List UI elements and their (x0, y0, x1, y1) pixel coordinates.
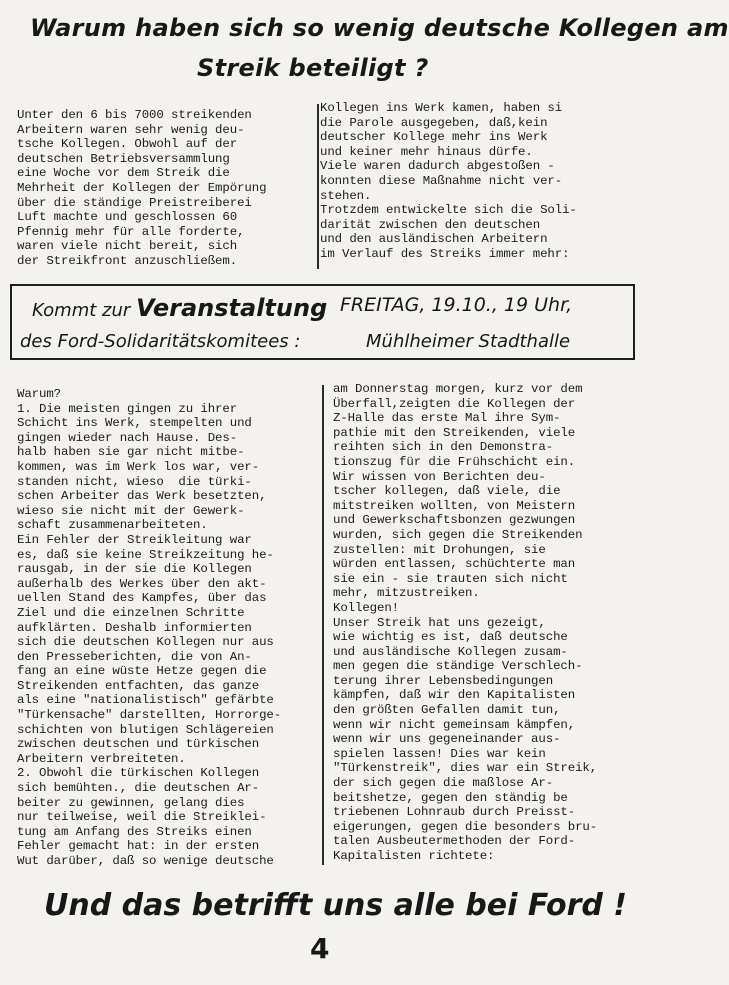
event-organizer: des Ford-Solidaritätskomitees : (20, 331, 301, 352)
headline-line-1: Warum haben sich so wenig deutsche Kollegen am (30, 14, 729, 42)
event-venue: Mühlheimer Stadthalle (366, 331, 571, 352)
event-prefix: Kommt zur (32, 300, 131, 321)
body-text-left: Warum? 1. Die meisten gingen zu ihrer Schicht ins Werk, stempelten und gingen wieder nach Hause. Des- halb haben sie gar nicht mitbe- kommen, was im Werk los war, ver- standen nicht, wieso die türki- schen Arbeiter das Werk besetzten, wieso sie nicht mit der Gewerk- schaft zusammenarbeiteten. Ein Fehler der Streikleitung war es, daß sie keine Streikzeitung he- rausgab, in der sie die Kollegen außerhalb des Werkes über den akt- uellen Stand des Kampfes, über das Ziel und die einzelnen Schritte aufklärten. Deshalb informierten sich die deutschen Kollegen nur aus den Presseberichten, die von An- fang an eine wüste Hetze gegen die Streikenden entfachten, das ganze als eine "nationalistisch" gefärbte "Türkensache" darstellten, Horrorge- schichten von blutigen Schlägereien zwischen deutschen und türkischen Arbeitern verbreiteten. 2. Obwohl die türkischen Kollegen sich bemühten., die deutschen Ar- beiter zu gewinnen, gelang dies nur teilweise, weil die Streiklei- tung am Anfang des Streiks einen Fehler gemacht hat: in der ersten Wut darüber, daß so wenige deutsche (17, 387, 282, 868)
column-divider-bottom (322, 385, 324, 865)
closing-slogan: Und das betrifft uns alle bei Ford ! (44, 888, 627, 923)
body-text-right: am Donnerstag morgen, kurz vor dem Überfall,zeigten die Kollegen der Z-Halle das erste Mal ihre Sym- pathie mit den Streikenden, viele reihten sich in den Demonstra- tionszug für die Frühschicht ein. Wir wissen von Berichten deu- tscher kollegen, daß viele, die mitstreiken wollten, von Meistern und Gewerkschaftsbonzen gezwungen wurden, sich gegen die Streikenden zustellen: mit Drohungen, sie würden entlassen, schüchterte man sie ein - sie trauten sich nicht mehr, mitzustreiken. Kollegen! Unser Streik hat uns gezeigt, wie wichtig es ist, daß deutsche und ausländische Kollegen zusam- men gegen die ständige Verschlech- terung ihrer Lebensbedingungen kämpfen, daß wir den Kapitalisten den größten Gefallen damit tun, wenn wir nicht gemeinsam kämpfen, wenn wir uns gegeneinander aus- spielen lassen! Dies war kein "Türkenstreik", dies war ein Streik, der sich gegen die maßlose Ar- beitshetze, gegen den ständig be triebenen Lohnraub durch Preisst- eigerungen, gegen die besonders bru- talen Ausbeutermethoden der Ford- Kapitalisten richtete: (333, 382, 598, 863)
event-date: FREITAG, 19.10., 19 Uhr, (340, 294, 573, 316)
column-divider-top (317, 104, 319, 269)
page-number: 4 (310, 932, 330, 965)
event-name: Veranstaltung (136, 294, 328, 322)
event-invitation (32, 294, 327, 322)
headline-line-2: Streik beteiligt ? (197, 54, 429, 82)
intro-text-right: Kollegen ins Werk kamen, haben si die Parole ausgegeben, daß,kein deutscher Kollege mehr ins Werk und keiner mehr hinaus dürfe. Viele waren dadurch abgestoßen - konnten diese Maßnahme nicht ver- stehen. Trotzdem entwickelte sich die Soli- darität zwischen den deutschen und den ausländischen Arbeitern im Verlauf des Streiks immer mehr: (320, 101, 577, 261)
intro-text-left: Unter den 6 bis 7000 streikenden Arbeitern waren sehr wenig deu- tsche Kollegen. Obwohl auf der deutschen Betriebsversammlung eine Woche vor dem Streik die Mehrheit der Kollegen der Empörung über die ständige Preistreiberei Luft machte und geschlossen 60 Pfennig mehr für alle forderte, waren viele nicht bereit, sich der Streikfront anzuschließem. (17, 108, 267, 268)
